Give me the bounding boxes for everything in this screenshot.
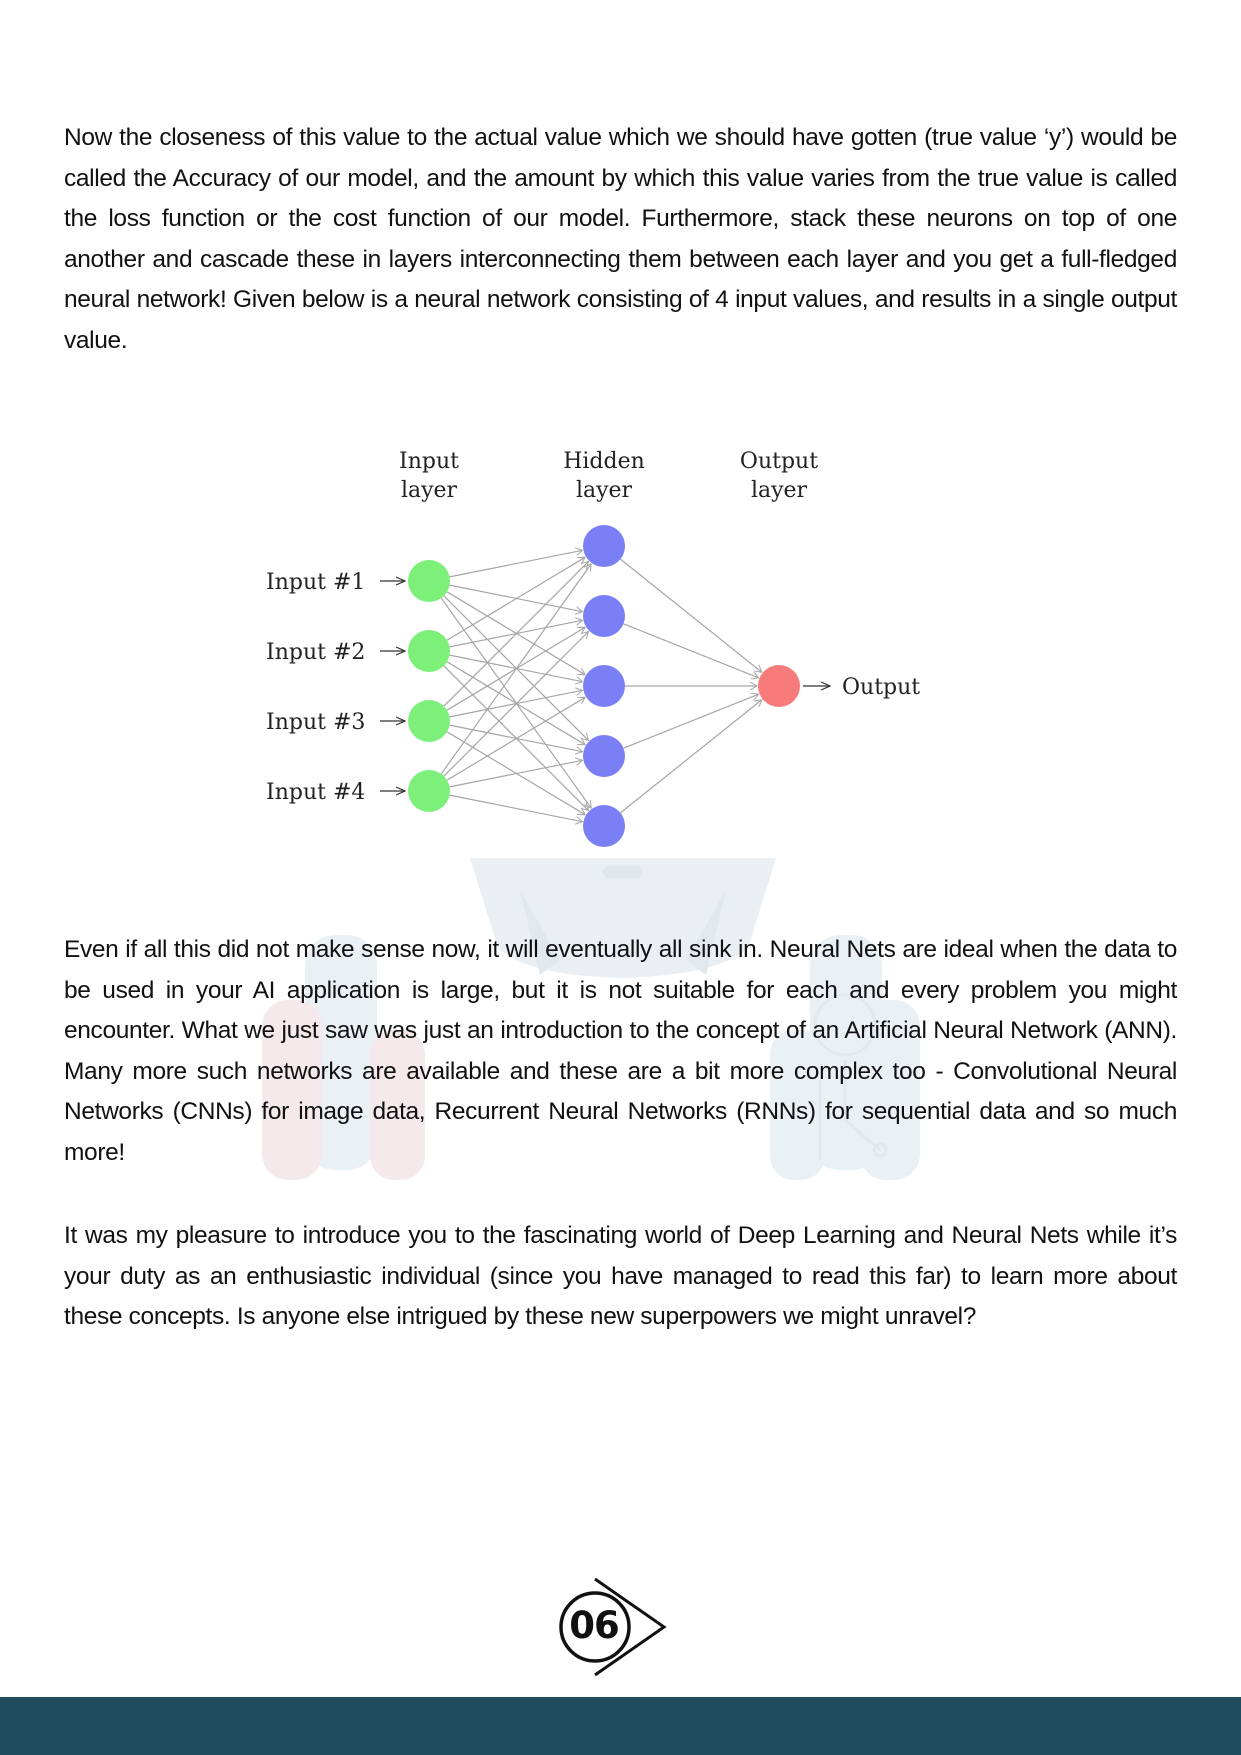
footer-bar	[0, 1697, 1241, 1755]
connection-line	[620, 559, 761, 672]
input-node-1	[408, 560, 450, 602]
output-layer-title	[740, 449, 818, 503]
output-layer-title-line1: Output	[739, 449, 819, 474]
hidden-layer-title-line1: Hidden	[563, 449, 645, 474]
input-label-4: Input #4	[266, 780, 366, 805]
hidden-layer-title	[563, 449, 645, 503]
input-label-2: Input #2	[266, 640, 366, 665]
hidden-node-1	[583, 525, 625, 567]
connection-line	[447, 697, 585, 780]
input-layer-title-line2: layer	[400, 478, 458, 503]
input-layer-title-line1: Input	[399, 449, 459, 474]
intro-paragraph: Now the closeness of this value to the actual value which we should have gotten (true value ‘y’) would be called the Accuracy of our model, and the amount by which this value varies from the true value is called the loss function or the cost function of our model. Furthermore, stack these neurons on top of one another and cascade these in layers interconnecting them between each layer and you get a full-fledged neural network! Given below is a neural network consisting of 4 input values, and results in a single output value.	[64, 124, 1177, 354]
connection-line	[441, 564, 591, 774]
hidden-layer-title-line2: layer	[575, 478, 633, 503]
input-node-3	[408, 700, 450, 742]
hidden-node-4	[583, 735, 625, 777]
hidden-node-5	[583, 805, 625, 847]
output-layer-title-line2: layer	[750, 478, 808, 503]
connection-line	[620, 700, 761, 813]
connection-line	[623, 694, 758, 748]
connection-line	[450, 795, 583, 822]
connection-line	[450, 760, 583, 787]
input-node-4	[408, 770, 450, 812]
output-node	[758, 665, 800, 707]
closing-paragraph: It was my pleasure to introduce you to the fascinating world of Deep Learning and Neural Nets while it’s your duty as an enthusiastic individual (since you have managed to read this far) to learn more about these concepts. Is anyone else intrigued by these new superpowers we might unravel?	[64, 1222, 1177, 1331]
connection-line	[444, 632, 589, 777]
hidden-node-2	[583, 595, 625, 637]
output-label: Output	[842, 675, 921, 700]
neural-nets-paragraph: Even if all this did not make sense now, it will eventually all sink in. Neural Nets are ideal when the data to be used in your AI application is large, but it is not suitable for each and every problem you might encounter. What we just saw was just an introduction to the concept of an Artificial Neural Network (ANN). Many more such networks are available and these are a bit more complex too - Convolutional Neural Networks (CNNs) for image data, Recurrent Neural Networks (RNNs) for sequential data and so much more!	[64, 936, 1177, 1166]
connection-line	[450, 550, 583, 577]
connection-line	[444, 562, 589, 707]
page-number: 06	[569, 1604, 619, 1647]
input-layer-title	[399, 449, 459, 503]
hidden-node-3	[583, 665, 625, 707]
connection-line	[447, 557, 585, 640]
connection-line	[623, 624, 758, 678]
input-node-2	[408, 630, 450, 672]
input-label-1: Input #1	[266, 570, 366, 595]
input-label-3: Input #3	[266, 710, 366, 735]
